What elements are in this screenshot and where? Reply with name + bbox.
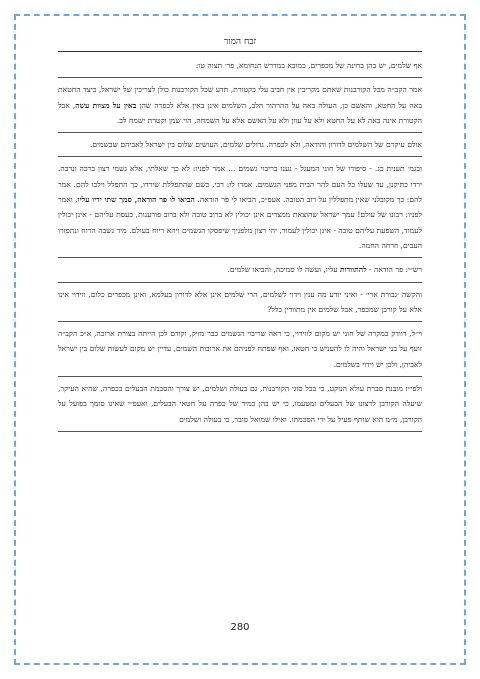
paragraph-final: ולפי״ז מובנת סברת עולא הנוקט, כי בכל סוגי הקורבנות, גם בעולה ושלמים, יש צורך והסכמת הבעלים בכפרה, שהיא העיקר, שיעלה הקורבן לרצונו של הבעלים ומטעמו, כי יש בהן כמיד של כפרה על חטאי הבעלים, ואעפ״י שאינו סומך בפועל על הקורבן, מ״מ הוא שותף פעיל על ידי הסכמתו. ואילו שמואל סובר, כי בעולה ושלמים [58, 384, 422, 424]
rule-before-final [58, 376, 422, 377]
rule-after-question [58, 321, 422, 322]
running-header: זבח המור [223, 37, 257, 47]
rule-after-final [58, 431, 422, 432]
paragraph-rashi [58, 262, 422, 277]
page-number: 280 [230, 622, 250, 633]
rule-before-question [58, 282, 422, 283]
quote-bottom-rule [58, 132, 422, 133]
taanit-bold-phrase: הביאו לו פר הודאה, סמך שתי ידיו עליו [77, 195, 195, 205]
quoted-block [58, 77, 422, 133]
quoted-block-taanit [58, 156, 422, 258]
taanit-text-start: ובגמ׳ תענית כג. - סיפורו של חוני המעגל - נענו בריבוי גשמים ... אמר לפניו: לא כך שאלתי, אלא גשמי רצון ברכה ונדבה. ירדו כתיקנן, עד שעלו כל העם להר הבית מפני הגשמים. אמרו לו: רבי, כשם שהתפללת שירדו, כך התפלל וילכו להם. אמר להם: כך מקובלני שאין מתפללין על רוב הטובה. אעפ״כ, הביאו לי פר הודאה. [58, 164, 422, 205]
quote-text-start: אמר הקב״ה מכל הקורבנות שאתם מקריבין אין חביב עלי כקטורת, תדע שכל הקורבנות כולן לצריכין של ישראל, כיצד החטאת באה על החטא, והאשם כן, העולה באה על ההרהור הלב, השלמים אינן באין אלא לכפרה שהן [58, 85, 422, 110]
quote-text-end: , אבל הקטורת אינה באה לא על החטא ולא על עוון ולא על האשם אלא על השמחה, הוי שמן וקטרת ישמח לב. [58, 100, 422, 125]
rashi-text-end: עליו, ועשה לו סמיכה, והביאו שלמים. [227, 265, 340, 275]
quote-bold-phrase: באין על מצוות עשה [75, 100, 137, 110]
paragraph-taanit [58, 161, 422, 253]
taanit-top-rule [58, 156, 422, 157]
quote-top-rule [58, 77, 422, 78]
paragraph-tanchuma-quote [58, 82, 422, 128]
paragraph-answer: וי״ל, דוודק במקרה של חוני יש מקום לווידוי, כי ראה שריבוי הגשמים כבר מזיק, וקודם לכן הייתה בצורת ארוכה, א״כ הקב״ה זועף על בני ישראל והיה לו להעניש כי חטאו, ואף שפתח לפניהם את ארובות השמים, עדיין יש מקום לעשות שלום בין ישראל לאביהן, ולכן יש וידוי בשלמים. [58, 329, 422, 369]
paragraph-intro: אף שלמים, יש בהן בחינה של מכפרים, כמובא במדרש תנחומא, פר׳ תצוה טו: [195, 61, 422, 70]
taanit-text-end: , ואמר לפניו: רבונו של עולם! עמך ישראל שהוצאת ממצרים אינן יכולין לא ברוב טובה ולא ברוב פורענות, כעסת עליהם - אינן יכולין לעמוד, השפעת עליהם טובה - אינן יכולין לעמוד, יהי רצון מלפניך שיפסקו הגשמים ויהא ריוח בעולם. מיד נשבה הרוח ונתפזרו העבים, וזרחה החמה. [58, 195, 422, 250]
page-content [58, 36, 422, 639]
header-rule [58, 51, 422, 52]
taanit-bottom-rule [58, 257, 422, 258]
rashi-text-start: רש״י: פר הודאה - [366, 265, 422, 275]
paragraph-shelamim: אולם עיקרם של השלמים לדורון והודאה, ולא לכפרה. גדולים שלמים, העושים שלום בין ישראל לאביהם שבשמים. [89, 140, 422, 150]
rashi-bold-word: להתוודות [339, 265, 367, 275]
paragraph-question: והקשה ׳גבורת ארי׳ - ואיני יודע מה ענין וידוי לשלמים, הרי שלמים אינן אלא לדורון בעלמא, ואינן מכפרים כלום, ווידוי אינו אלא על קורבן שמכפר, אבל שלמים אין מתוודין כלל? [58, 289, 422, 314]
